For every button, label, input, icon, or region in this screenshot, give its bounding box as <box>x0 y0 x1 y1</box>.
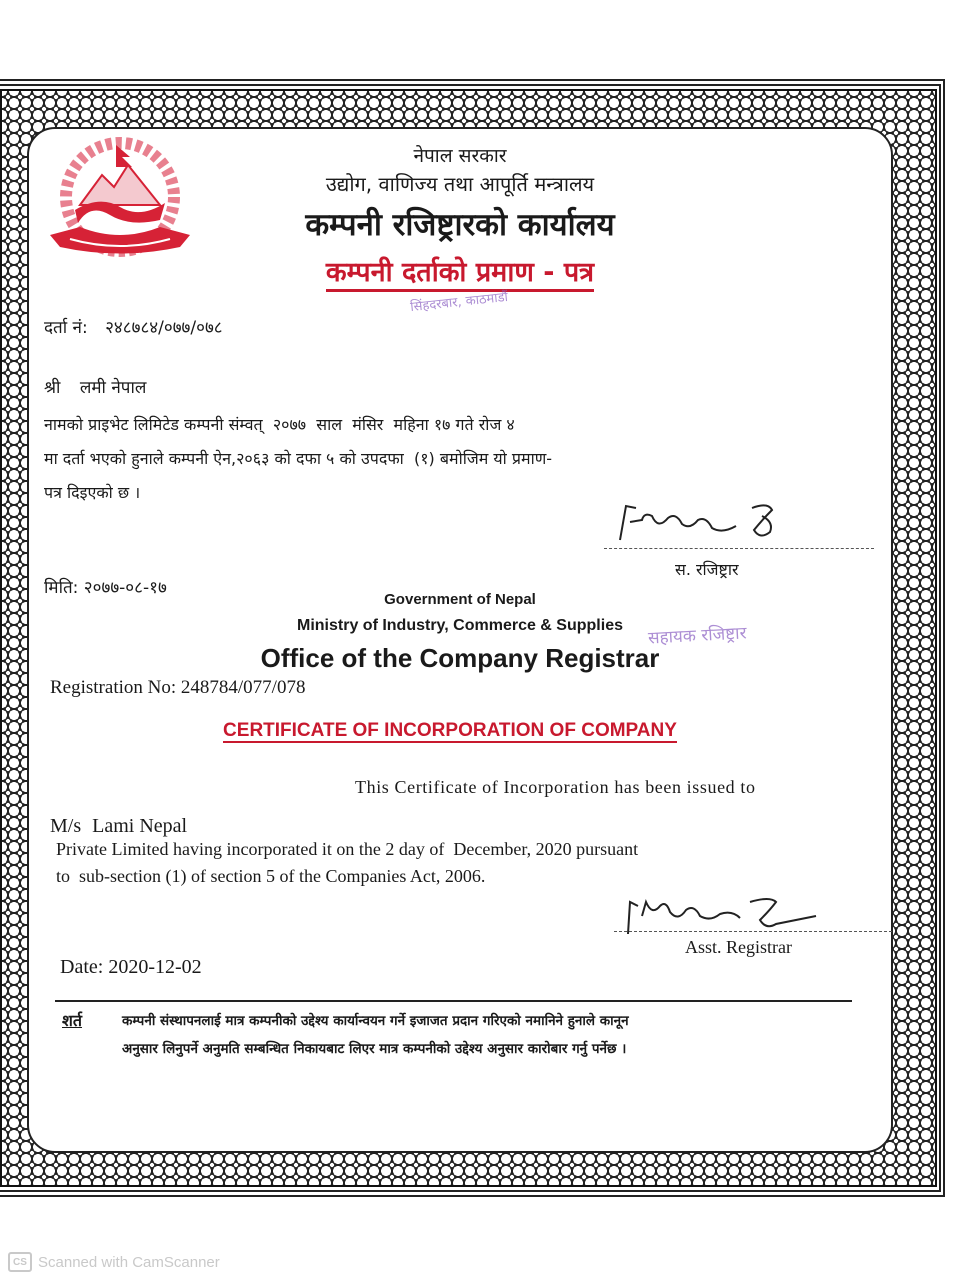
en-date-label: Date: <box>60 956 104 978</box>
en-registration-row <box>50 677 305 699</box>
np-body-line-1: नामको प्राइभेट लिमिटेड कम्पनी संम्वत् २०७७ साल मंसिर महिना १७ गते रोज ४ <box>44 415 515 434</box>
camscanner-logo-icon: CS <box>8 1252 32 1272</box>
np-government-title: नेपाल सरकार <box>413 145 507 167</box>
np-registration-number: २४८७८४/०७७/०७८ <box>105 318 223 338</box>
en-certificate-title: CERTIFICATE OF INCORPORATION OF COMPANY <box>223 720 677 741</box>
stamp-location-a: सिंहदरबार <box>409 295 459 316</box>
np-signatory-title: स. रजिष्ट्रार <box>675 560 739 579</box>
en-registration-number: 248784/077/078 <box>180 677 306 698</box>
en-date-row <box>60 956 202 979</box>
np-signature-line <box>604 548 874 549</box>
en-office-title: Office of the Company Registrar <box>260 643 660 673</box>
condition-divider <box>55 1000 852 1002</box>
np-registration-label: दर्ता नं: <box>44 318 88 338</box>
condition-label: शर्त <box>62 1011 83 1030</box>
nepal-emblem-icon <box>40 135 200 260</box>
camscanner-text: Scanned with CamScanner <box>38 1253 220 1271</box>
np-body-line-2: मा दर्ता भएको हुनाले कम्पनी ऐन,२०६३ को दफा ५ को उपदफा (१) बमोजिम यो प्रमाण- <box>44 449 553 468</box>
en-body-line-2: to sub-section (1) of section 5 of the Companies Act, 2006. <box>56 866 486 886</box>
np-office-title: कम्पनी रजिष्ट्रारको कार्यालय <box>305 207 615 243</box>
np-date-label: मिति: <box>44 578 79 598</box>
stamp-location-b: काठमाडौं <box>464 289 509 310</box>
en-signature-line <box>614 931 892 932</box>
np-ministry-title: उद्योग, वाणिज्य तथा आपूर्ति मन्त्रालय <box>325 172 595 196</box>
en-issued-line: This Certificate of Incorporation has been issued to <box>355 777 756 797</box>
en-company-name: Lami Nepal <box>92 815 188 837</box>
en-body-line-1: Private Limited having incorporated it on the 2 day of December, 2020 pursuant <box>56 839 639 859</box>
np-shree: श्री <box>44 378 61 398</box>
np-company-name: लमी नेपाल <box>79 378 147 398</box>
condition-line-2: अनुसार लिनुपर्ने अनुमति सम्बन्धित निकायबाट लिएर मात्र कम्पनीको उद्देश्य अनुसार कारोबार गर्नु पर्नेछ । <box>122 1041 627 1057</box>
en-date-value: 2020-12-02 <box>108 956 202 978</box>
en-certificate-title-wrap <box>150 720 750 742</box>
en-company-row <box>50 815 187 838</box>
stamp-asst-registrar: सहायक रजिष्ट्रार <box>647 623 748 649</box>
stamp-text-1: सिंहदरबार, काठमाडौं <box>409 289 509 316</box>
np-certificate-title-wrap <box>200 252 720 289</box>
en-government-title: Government of Nepal <box>384 591 536 608</box>
np-certificate-title: कम्पनी दर्ताको प्रमाण - पत्र <box>326 257 594 292</box>
np-date-value: २०७७-०८-१७ <box>83 578 167 598</box>
en-ms: M/s <box>50 815 82 837</box>
en-ministry-title: Ministry of Industry, Commerce & Supplies <box>297 617 623 634</box>
np-signature <box>612 500 792 553</box>
en-signatory-title: Asst. Registrar <box>685 937 792 957</box>
camscanner-watermark <box>8 1252 220 1272</box>
np-date-row <box>44 575 167 598</box>
np-company-row <box>44 375 146 398</box>
np-body-line-3: पत्र दिइएको छ । <box>44 483 141 502</box>
np-registration-row <box>44 315 223 338</box>
en-registration-label: Registration No: <box>50 677 177 698</box>
condition-line-1: कम्पनी संस्थापनलाई मात्र कम्पनीको उद्देश्य कार्यान्वयन गर्ने इजाजत प्रदान गरिएको नमानिने हुनाले कानून <box>122 1013 629 1029</box>
en-signature <box>620 896 820 940</box>
